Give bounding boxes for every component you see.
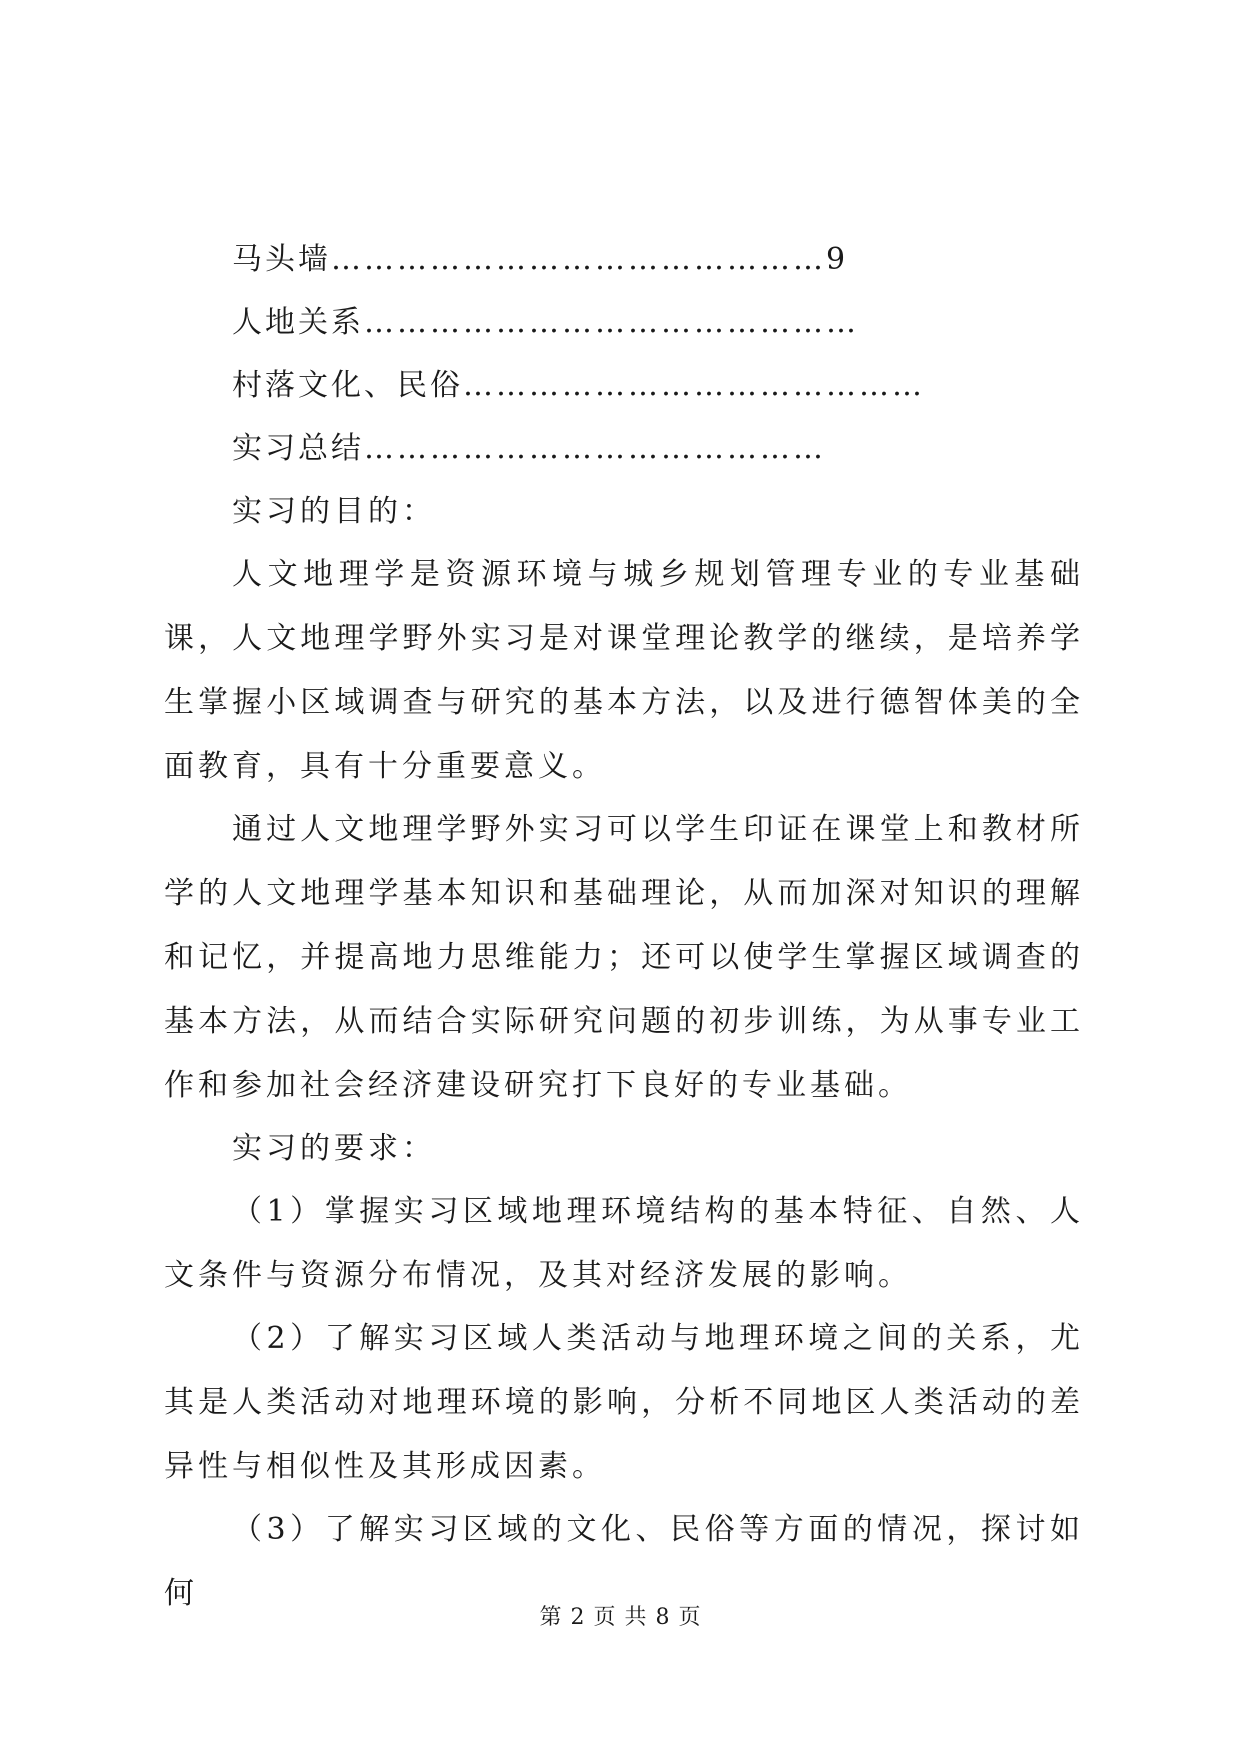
requirements-heading: 实习的要求： bbox=[232, 1131, 436, 1166]
toc-entry-rendi-guanxi: 人地关系……………………………………… bbox=[232, 305, 859, 340]
requirement-2: （2）了解实习区域人类活动与地理环境之间的关系，尤其是人类活动对地理环境的影响，分析不同地区人类活动的差异性与相似性及其形成因素。 bbox=[164, 1321, 1084, 1484]
purpose-heading: 实习的目的： bbox=[232, 494, 436, 529]
toc-entry-shixi-zongjie: 实习总结…………………………………… bbox=[232, 431, 826, 466]
purpose-paragraph-2: 通过人文地理学野外实习可以学生印证在课堂上和教材所学的人文地理学基本知识和基础理论，从而加深对知识的理解和记忆，并提高地力思维能力；还可以使学生掌握区域调查的基本方法，从而结合实际研究问题的初步训练，为从事专业工作和参加社会经济建设研究打下良好的专业基础。 bbox=[164, 812, 1084, 1103]
page-footer: 第 2 页 共 8 页 bbox=[539, 1605, 702, 1630]
purpose-paragraph-1: 人文地理学是资源环境与城乡规划管理专业的专业基础课，人文地理学野外实习是对课堂理论教学的继续，是培养学生掌握小区域调查与研究的基本方法，以及进行德智体美的全面教育，具有十分重要意义。 bbox=[164, 557, 1084, 784]
requirement-1: （1）掌握实习区域地理环境结构的基本特征、自然、人文条件与资源分布情况，及其对经济发展的影响。 bbox=[164, 1194, 1084, 1293]
toc-entry-cunluo-wenhua: 村落文化、民俗…………………………………… bbox=[232, 368, 925, 403]
toc-entry-matouqiang: 马头墙………………………………………9 bbox=[232, 242, 849, 277]
requirement-3: （3）了解实习区域的文化、民俗等方面的情况，探讨如何 bbox=[164, 1512, 1084, 1611]
